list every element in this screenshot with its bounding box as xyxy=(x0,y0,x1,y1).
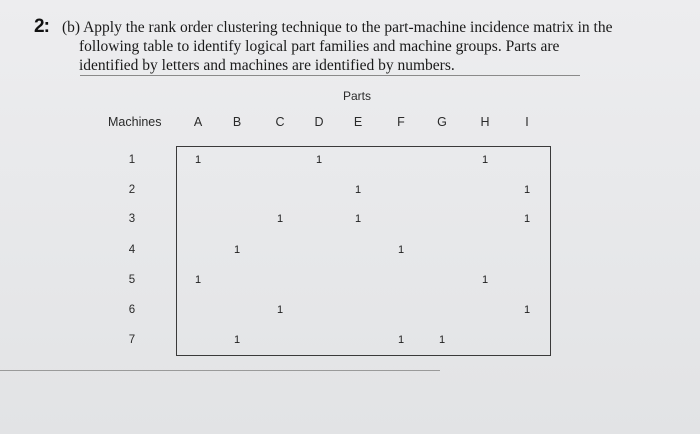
question-number: 2: xyxy=(34,16,49,37)
bottom-rule xyxy=(0,370,440,371)
machine-label-3: 3 xyxy=(128,213,136,225)
text-underline xyxy=(80,75,580,76)
matrix-cell-m4-b: 1 xyxy=(233,244,241,256)
matrix-cell-m2-i: 1 xyxy=(523,184,531,196)
machine-label-6: 6 xyxy=(128,304,136,316)
part-label-g: G xyxy=(437,115,447,129)
matrix-cell-m7-f: 1 xyxy=(397,334,405,346)
machine-label-2: 2 xyxy=(128,184,136,196)
machine-label-4: 4 xyxy=(128,244,136,256)
parts-header: Parts xyxy=(343,89,372,103)
question-line-3: identified by letters and machines are identified by numbers. xyxy=(79,57,455,74)
matrix-cell-m3-c: 1 xyxy=(276,213,284,225)
part-label-f: F xyxy=(397,115,405,129)
matrix-cell-m7-b: 1 xyxy=(233,334,241,346)
part-label-c: C xyxy=(275,115,285,129)
part-label-i: I xyxy=(525,115,529,129)
machine-label-1: 1 xyxy=(128,154,136,166)
machine-label-5: 5 xyxy=(128,274,136,286)
matrix-cell-m3-i: 1 xyxy=(523,213,531,225)
question-text xyxy=(62,18,662,75)
machine-label-7: 7 xyxy=(128,334,136,346)
matrix-cell-m1-a: 1 xyxy=(194,154,202,166)
machines-header: Machines xyxy=(108,115,162,129)
matrix-cell-m6-c: 1 xyxy=(276,304,284,316)
matrix-cell-m1-d: 1 xyxy=(315,154,323,166)
matrix-cell-m7-g: 1 xyxy=(438,334,446,346)
matrix-cell-m2-e: 1 xyxy=(354,184,362,196)
matrix-cell-m1-h: 1 xyxy=(481,154,489,166)
matrix-cell-m4-f: 1 xyxy=(397,244,405,256)
matrix-cell-m6-i: 1 xyxy=(523,304,531,316)
part-label-d: D xyxy=(314,115,324,129)
matrix-cell-m3-e: 1 xyxy=(354,213,362,225)
part-label-h: H xyxy=(480,115,490,129)
matrix-cell-m5-a: 1 xyxy=(194,274,202,286)
part-label-a: A xyxy=(193,115,203,129)
part-label-e: E xyxy=(353,115,363,129)
question-line-1: (b) Apply the rank order clustering technique to the part-machine incidence matrix in the xyxy=(62,19,613,36)
part-label-b: B xyxy=(232,115,242,129)
question-line-2: following table to identify logical part families and machine groups. Parts are xyxy=(79,38,560,55)
matrix-cell-m5-h: 1 xyxy=(481,274,489,286)
